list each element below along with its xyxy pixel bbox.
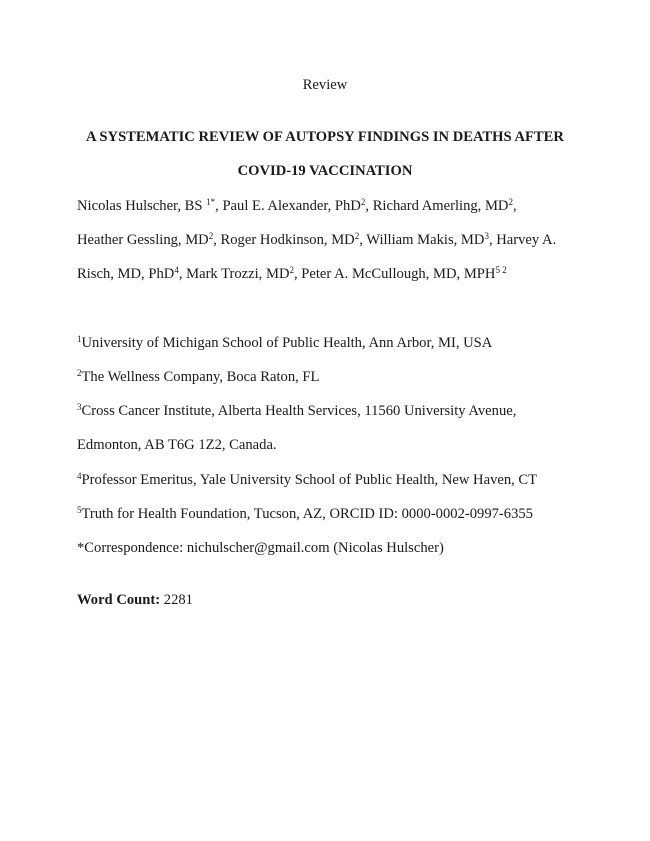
affiliation-marker: 1 xyxy=(77,334,82,344)
author-affiliation-marker: 5 2 xyxy=(495,265,507,275)
author-name: , William Makis, MD xyxy=(359,232,485,248)
author-affiliation-marker: 2 xyxy=(360,197,366,207)
article-type-label: Review xyxy=(302,77,348,93)
affiliation-3 xyxy=(77,402,516,420)
word-count-label: Word Count: xyxy=(77,592,161,608)
author-line-1 xyxy=(77,197,517,215)
affiliation-text: University of Michigan School of Public Health, Ann Arbor, MI, USA xyxy=(81,335,493,351)
author-name: , Harvey A. xyxy=(488,232,557,248)
author-separator: , xyxy=(512,198,517,214)
paper-title-line-2: COVID-19 VACCINATION xyxy=(237,163,413,179)
affiliation-text: Professor Emeritus, Yale University School of Public Health, New Haven, CT xyxy=(81,472,538,488)
author-name: , Mark Trozzi, MD xyxy=(178,266,290,282)
author-name: Nicolas Hulscher, BS xyxy=(77,198,203,214)
author-name: Risch, MD, PhD xyxy=(77,266,175,282)
author-affiliation-marker: 2 xyxy=(208,231,214,241)
affiliation-marker: 4 xyxy=(77,471,82,481)
affiliation-3-continued: Edmonton, AB T6G 1Z2, Canada. xyxy=(77,437,277,453)
author-name: , Roger Hodkinson, MD xyxy=(213,232,355,248)
author-name: , Paul E. Alexander, PhD xyxy=(215,198,361,214)
author-affiliation-marker: 2 xyxy=(508,197,513,207)
word-count xyxy=(77,591,193,609)
affiliation-2 xyxy=(77,368,319,386)
word-count-value: 2281 xyxy=(163,592,193,608)
author-affiliation-marker: 1* xyxy=(206,197,216,207)
author-affiliation-marker: 4 xyxy=(174,265,179,275)
author-name: , Richard Amerling, MD xyxy=(365,198,509,214)
paper-title-line-1: A SYSTEMATIC REVIEW OF AUTOPSY FINDINGS IN DEATHS AFTER xyxy=(86,129,564,145)
correspondence: *Correspondence: nichulscher@gmail.com (Nicolas Hulscher) xyxy=(77,540,444,556)
author-name: , Peter A. McCullough, MD, MPH xyxy=(293,266,496,282)
author-line-3 xyxy=(77,265,507,283)
author-line-2 xyxy=(77,231,556,249)
affiliation-text: Truth for Health Foundation, Tucson, AZ, ORCID ID: 0000-0002-0997-6355 xyxy=(81,506,533,522)
affiliation-4 xyxy=(77,471,537,489)
affiliation-1 xyxy=(77,334,492,352)
affiliation-text: Cross Cancer Institute, Alberta Health Services, 11560 University Avenue, xyxy=(81,403,517,419)
affiliation-marker: 5 xyxy=(77,505,82,515)
affiliation-5 xyxy=(77,505,533,523)
affiliation-marker: 2 xyxy=(77,368,82,378)
author-affiliation-marker: 2 xyxy=(289,265,294,275)
author-name: Heather Gessling, MD xyxy=(77,232,209,248)
author-affiliation-marker: 2 xyxy=(354,231,360,241)
author-affiliation-marker: 3 xyxy=(484,231,489,241)
affiliation-marker: 3 xyxy=(77,402,82,412)
affiliation-text: The Wellness Company, Boca Raton, FL xyxy=(81,369,320,385)
